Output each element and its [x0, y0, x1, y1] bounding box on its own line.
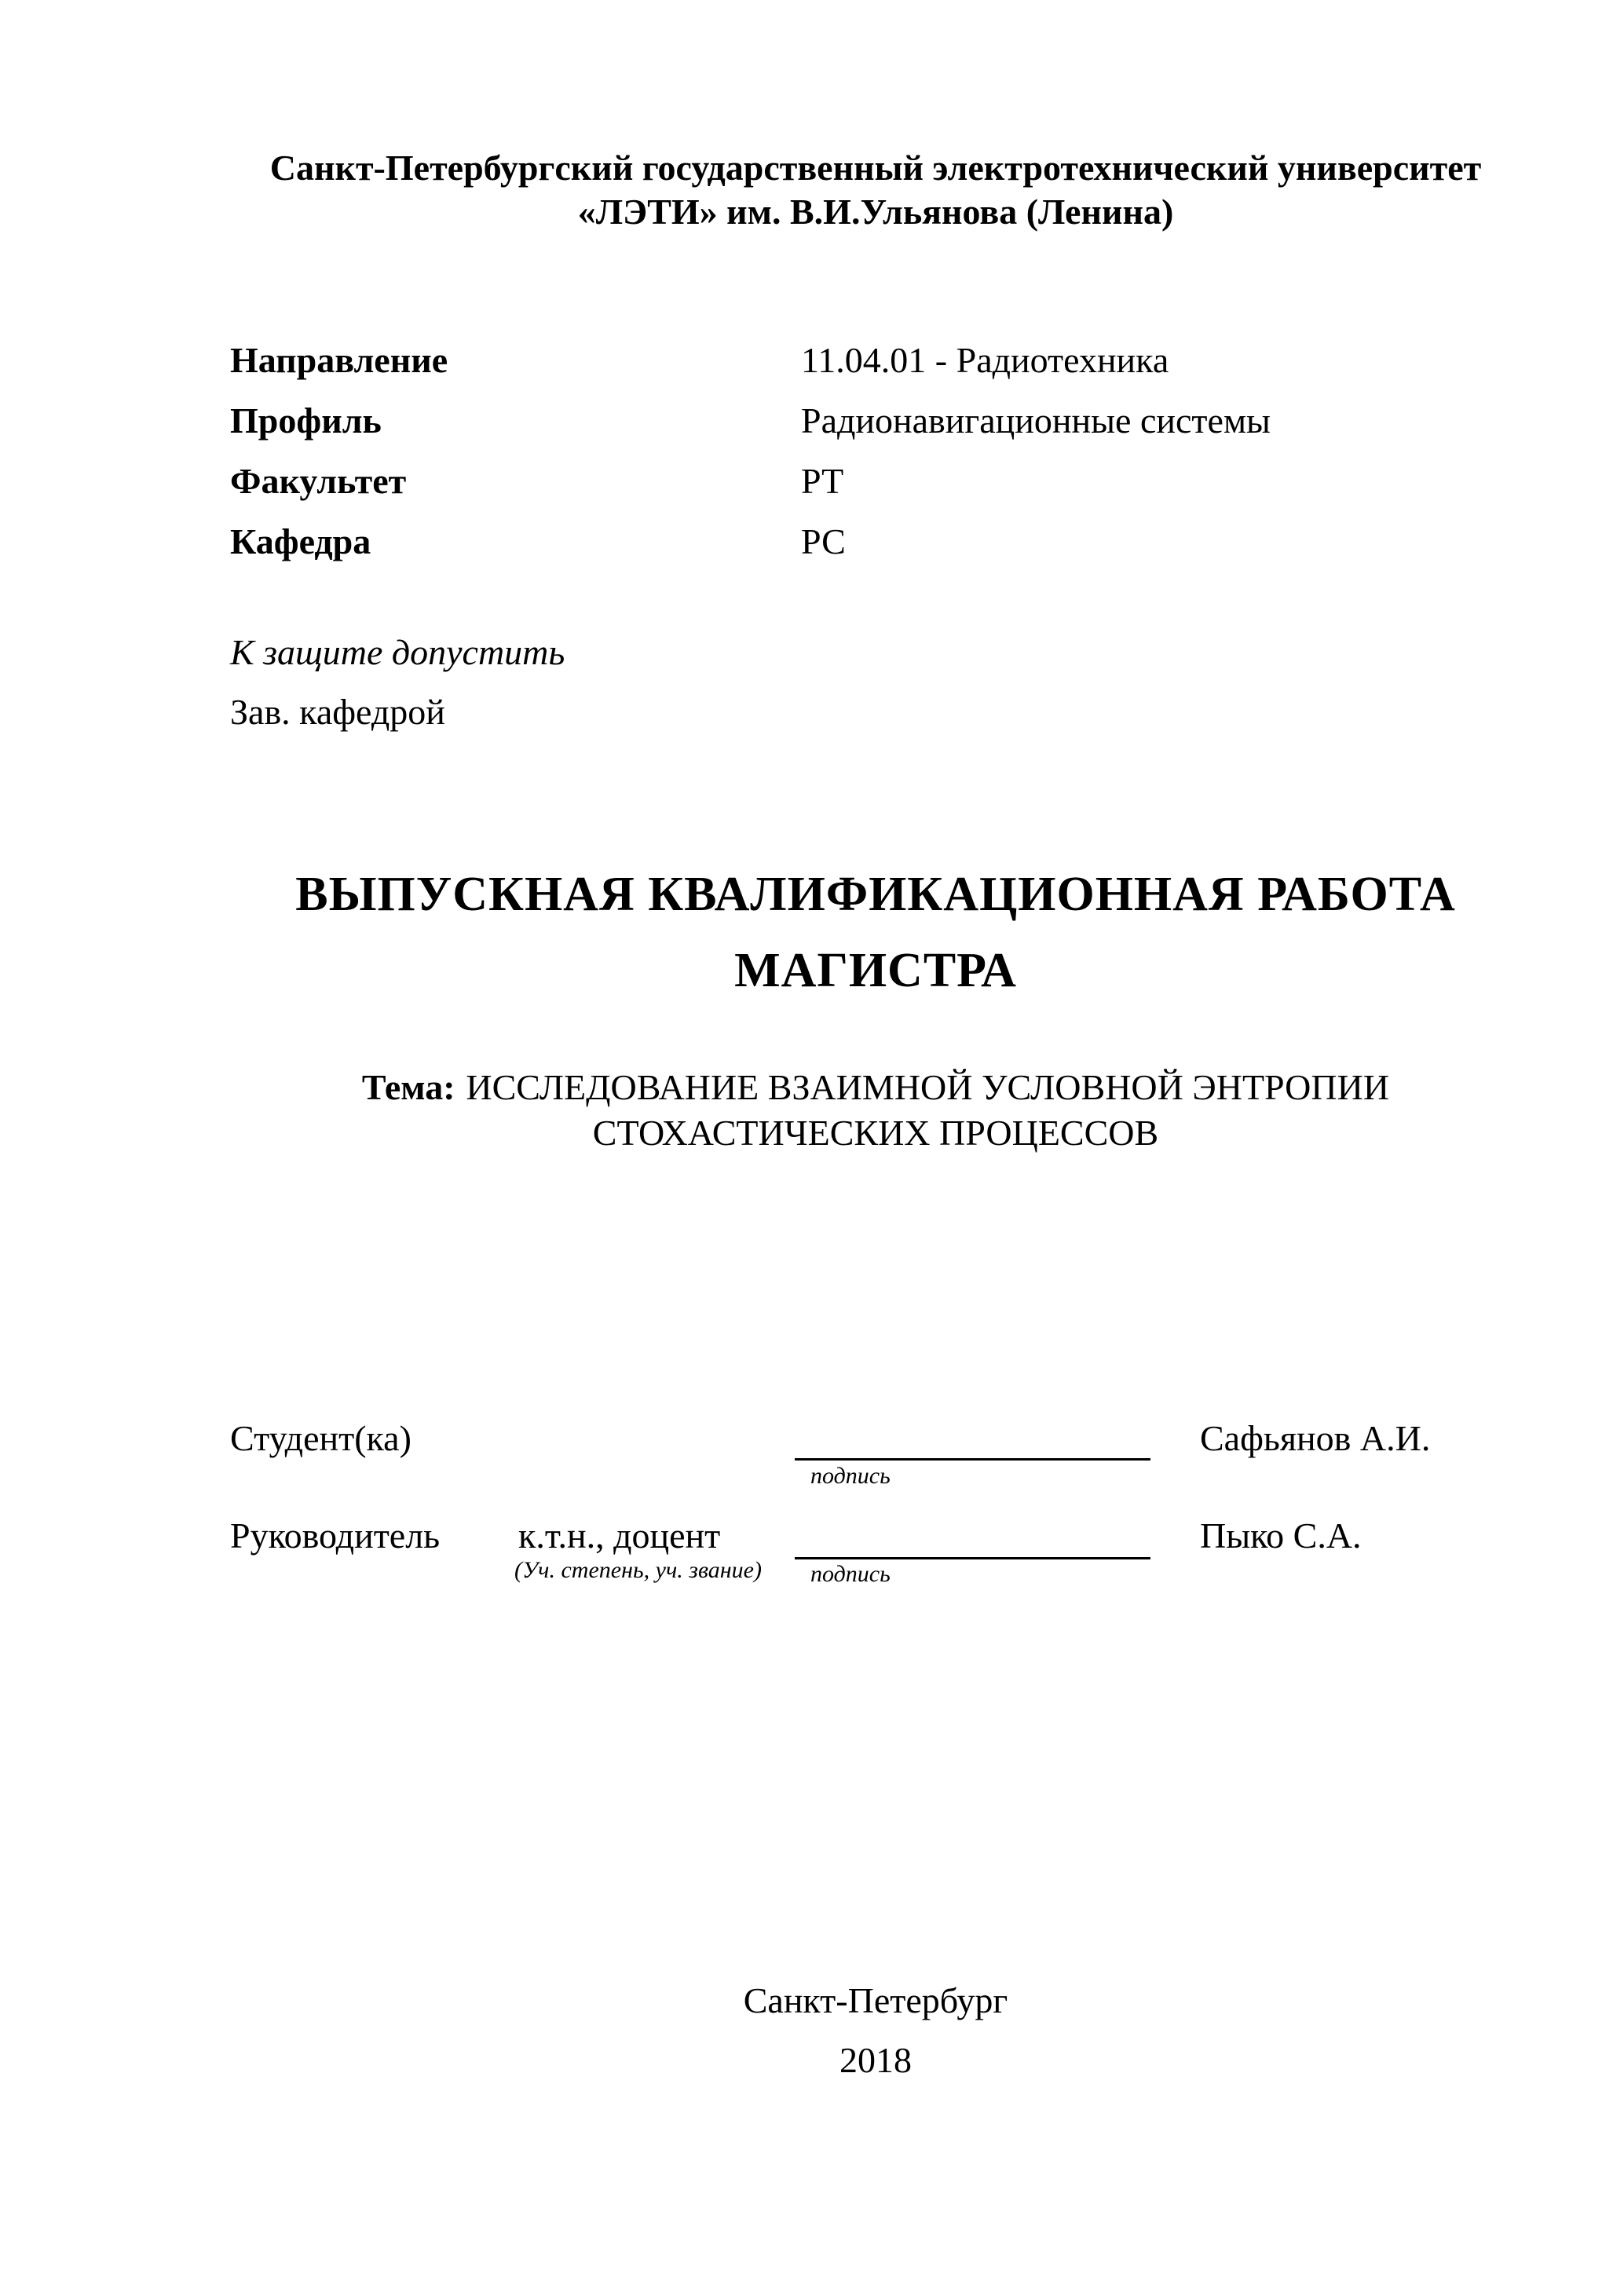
field-value-profil: Радионавигационные системы — [801, 400, 1271, 441]
thesis-theme-line1 — [228, 1065, 1523, 1110]
footer-city: Санкт-Петербург — [743, 1980, 1008, 2020]
field-label-kafedra: Кафедра — [230, 521, 371, 561]
student-signature-caption: подпись — [810, 1463, 891, 1489]
field-value-napravlenie: 11.04.01 - Радиотехника — [801, 340, 1169, 380]
student-name: Сафьянов А.И. — [1200, 1418, 1431, 1458]
university-name-short: «ЛЭТИ» им. В.И.Ульянова (Ленина) — [577, 192, 1174, 232]
theme-label: Тема: — [361, 1067, 455, 1107]
student-signature-line — [795, 1458, 1150, 1461]
supervisor-role-label: Руководитель — [230, 1515, 441, 1556]
supervisor-qualification-note: (Уч. степень, уч. звание) — [514, 1557, 762, 1583]
approval-statement: К защите допустить — [230, 632, 565, 672]
field-value-kafedra: РС — [801, 521, 846, 561]
university-header — [228, 146, 1523, 234]
department-head-label: Зав. кафедрой — [230, 692, 445, 732]
field-label-profil: Профиль — [230, 400, 382, 441]
supervisor-signature-line — [795, 1557, 1150, 1559]
field-label-napravlenie: Направление — [230, 340, 448, 380]
field-label-fakultet: Факультет — [230, 461, 407, 501]
thesis-theme-line2: СТОХАСТИЧЕСКИХ ПРОЦЕССОВ — [592, 1113, 1159, 1153]
university-name: Санкт-Петербургский государственный электротехнический университет — [269, 148, 1482, 188]
student-role-label: Студент(ка) — [230, 1418, 411, 1458]
footer-year: 2018 — [839, 2040, 912, 2080]
footer — [228, 1971, 1523, 2090]
document-title-line1: ВЫПУСКНАЯ КВАЛИФИКАЦИОННАЯ РАБОТА — [295, 868, 1456, 921]
supervisor-qualification: к.т.н., доцент — [518, 1515, 721, 1556]
thesis-theme — [228, 1065, 1523, 1156]
document-title-line2: МАГИСТРА — [734, 944, 1017, 997]
supervisor-signature-caption: подпись — [810, 1561, 891, 1587]
theme-text-line1: ИССЛЕДОВАНИЕ ВЗАИМНОЙ УСЛОВНОЙ ЭНТРОПИИ — [466, 1067, 1390, 1107]
document-title — [228, 857, 1523, 1009]
supervisor-name: Пыко С.А. — [1200, 1515, 1362, 1556]
field-value-fakultet: РТ — [801, 461, 844, 501]
